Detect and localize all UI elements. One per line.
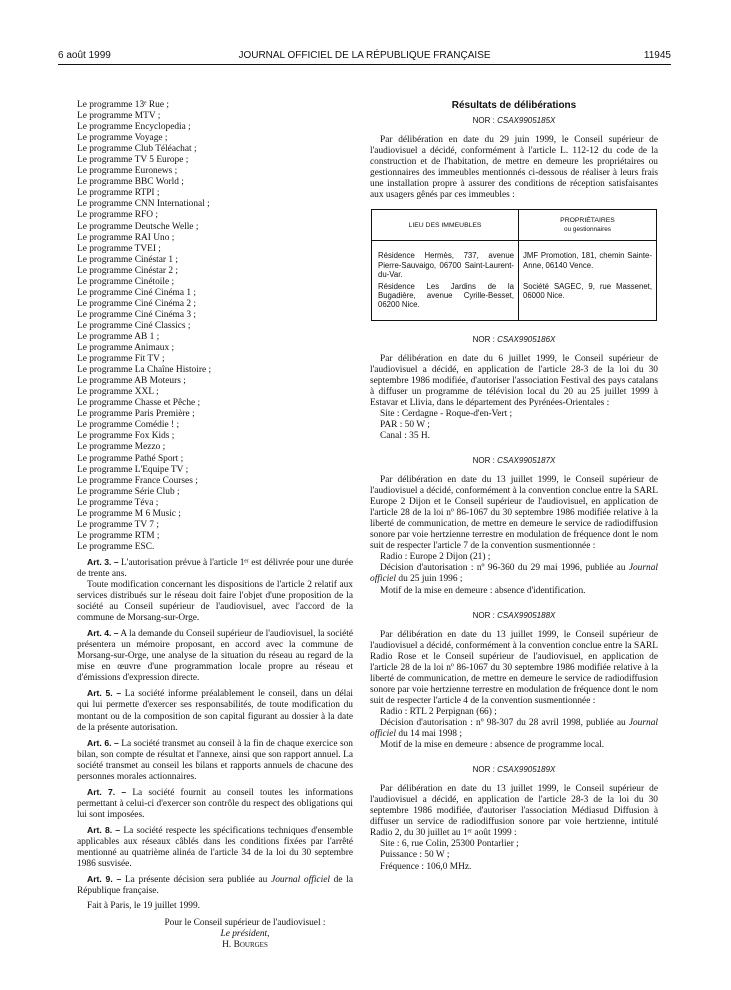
table-cell-lieu: Résidence Les Jardins de la Bugadière, avenue Cyrille-Besset, 06200 Nice. [372,282,519,320]
article-3-paragraph-2: Toute modification concernant les dispositions de l'article 2 relatif aux services distribués sur le réseau doit faire l'objet d'une proposition de la société au Conseil supérieur de l'audiovisuel, avec l'accord de la commune de Morsang-sur-Orge. [77,580,353,624]
col-proprietaires-header [519,210,657,241]
programme-item: Le programme TV 5 Europe ; [77,155,189,166]
nor-5-prefix: NOR : [472,765,495,775]
article-9-label: Art. 9. – [87,874,122,885]
block-5-frequence: Fréquence : 106,0 MHz. [380,861,472,872]
programme-item: Le programme Série Club ; [77,486,180,497]
article-8 [77,825,353,870]
programme-item: Le programme Fit TV ; [77,354,165,365]
nor-3-code: CSAX9905187X [497,456,556,466]
programme-item: Le programme XXL ; [77,387,159,398]
block-3-decision-before: Décision d'autorisation : nº 96-360 du 29 mai 1996, publiée au [380,563,629,574]
nor-1-code: CSAX9905185X [497,116,556,126]
programme-list [77,100,353,553]
journal-title: JOURNAL OFFICIEL DE LA RÉPUBLIQUE FRANÇAISE [238,50,491,61]
programme-item: Le programme La Chaîne Histoire ; [77,365,212,376]
programme-item: Le programme BBC World ; [77,177,184,188]
block-3-journal: Journal officiel [370,563,658,585]
block-4-decision [370,718,658,740]
programme-item: Le programme Animaux ; [77,343,175,354]
article-4-label: Art. 4. – [87,628,119,639]
block-2-text: Par délibération en date du 6 juillet 1999, le Conseil supérieur de l'audiovisuel a décidé, en application de l'article 28-3 de la loi du 30 septembre 1986 modifiée, d'autoriser l'association Festival des pays catalans à diffuser un programme de télévision local du 20 au 25 juillet 1999 à Estavar et Llivia, dans le département des Pyrénées-Orientales : [370,353,658,408]
programme-item: Le programme Fox Kids ; [77,431,175,442]
block-3-decision [370,563,658,585]
nor-3-prefix: NOR : [472,456,495,466]
col-lieu-header: LIEU DES IMMEUBLES [372,210,519,241]
block-3-text: Par délibération en date du 13 juillet 1999, le Conseil supérieur de l'audiovisuel a décidé, conformément à la convention conclue entre la SARL Europe 2 Dijon et le Conseil supérieur de l'audiovisuel, en application de l'article 28 de la loi nº 86-1067 du 30 septembre 1986 modifiée relative à la liberté de communication, de mettre en demeure le service de radiodiffusion sonore par voie hertzienne terrestre en modulation de fréquence dont le nom suit de respecter l'article 7 de la convention susmentionnée : [370,475,658,552]
table-cell-lieu: Résidence Hermès, 737, avenue Pierre-Sauvaigo, 06700 Saint-Laurent-du-Var. [372,241,519,282]
programme-item: Le programme Club Téléachat ; [77,144,197,155]
article-6-text: La société transmet au conseil à la fin de chaque exercice son bilan, son compte de résultat et l'annexe, ainsi que son rapport annuel. La société transmet au conseil les bilans et rapports annuels de chacune des personnes morales actionnaires. [77,738,353,782]
programme-item: Le programme Euronews ; [77,166,178,177]
block-4-journal: Journal officiel [370,718,658,740]
article-5 [77,688,353,733]
programme-item: Le programme 13ᵉ Rue ; [77,100,169,110]
article-8-label: Art. 8. – [87,824,121,835]
header-date: 6 août 1999 [58,50,111,61]
article-7 [77,787,353,821]
programme-item: Le programme Encyclopedia ; [77,122,191,133]
nor-5 [370,764,658,775]
block-5-puissance: Puissance : 50 W ; [380,850,450,861]
block-3-motif: Motif de la mise en demeure : absence d'identification. [380,585,586,596]
programme-item: Le programme Ciné Classics ; [77,320,191,331]
programme-item: Le programme CNN International ; [77,199,210,210]
article-7-text: La société fournit au conseil toutes les informations permettant à celui-ci d'exercer son contrôle du respect des obligations qui lui sont imposées. [77,787,353,820]
block-2-site: Site : Cerdagne - Roque-d'en-Vert ; [380,408,513,419]
block-5-text: Par délibération en date du 13 juillet 1999, le Conseil supérieur de l'audiovisuel a décidé, en application de l'article 28-3 de la loi du 30 septembre 1986 modifiée, d'autoriser l'association Médiasud Diffusion à diffuser un service de radiodiffusion sonore par voie hertzienne, intitulé Radio 2, du 30 juillet au 1ᵉʳ août 1999 : [370,784,658,839]
article-3-label: Art. 3. – [87,556,119,567]
block-1-intro: Par délibération en date du 29 juin 1999, le Conseil supérieur de l'audiovisuel a décidé, conformément à l'article L. 112-12 du code de la construction et de l'habitation, de mettre en demeure les propriétaires ou gestionnaires des immeubles mentionnés ci-dessous de réaliser à leurs frais une installation propre à assurer des conditions de réception satisfaisantes aux usagers gênés par ces immeubles : [370,135,658,201]
block-4-text: Par délibération en date du 13 juillet 1999, le Conseil supérieur de l'audiovisuel a décidé, conformément à la convention conclue entre la SARL Radio Rose et le Conseil supérieur de l'audiovisuel, en application de l'article 28 de la loi nº 86-1067 du 30 septembre 1986 modifiée relative à la liberté de communication, de mettre en demeure le service de radiodiffusion sonore par voie hertzienne terrestre en modulation de fréquence dont le nom suit de respecter l'article 4 de la convention susmentionnée : [370,629,658,706]
article-4-text: A la demande du Conseil supérieur de l'audiovisuel, la société présentera un mémoire proposant, en accord avec la commune de Morsang-sur-Orge, une analyse de la situation du réseau au regard de la mise en œuvre d'une programmation locale propre au réseau et d'émissions d'expression directe. [77,629,353,684]
programme-item: Le programme Ciné Cinéma 3 ; [77,309,196,320]
programme-item: Le programme ESC. [77,541,155,552]
programme-item: Le programme Comédie ! ; [77,420,180,431]
gestionnaires-label: ou gestionnaires [564,226,611,234]
programme-item: Le programme Cinéstar 2 ; [77,265,179,276]
article-5-text: La société informe préalablement le conseil, dans un délai qui lui permette d'exercer ses responsabilités, de toute modification du montant ou de la composition de son capital figurant au dossier à la date de la présente autorisation. [77,689,353,733]
nor-5-code: CSAX9905189X [497,765,556,775]
programme-item: Le programme Pathé Sport ; [77,453,184,464]
table-cell-proprietaire: JMF Promotion, 181, chemin Sainte-Anne, 06140 Vence. [523,251,652,270]
article-7-label: Art. 7. – [87,786,127,797]
programme-item: Le programme L'Equipe TV ; [77,464,189,475]
nor-4 [370,610,658,621]
article-9-text-after: de la République française. [77,875,353,897]
nor-1 [370,115,658,126]
block-2-par: PAR : 50 W ; [380,419,430,430]
block-3-radio: Radio : Europe 2 Dijon (21) ; [380,552,491,563]
nor-2 [370,334,658,345]
block-4-decision-after: du 14 mai 1998 ; [396,729,462,740]
article-5-label: Art. 5. – [87,688,122,699]
programme-item: Le programme Deutsche Welle ; [77,221,199,232]
page-header [58,50,671,65]
programme-item: Le programme TV 7 ; [77,519,159,530]
nor-2-code: CSAX9905186X [497,334,556,344]
programme-item: Le programme Mezzo ; [77,442,166,453]
section-title: Résultats de délibérations [451,100,577,111]
programme-item: Le programme Chasse et Pêche ; [77,398,201,409]
proprietaires-label: PROPRIÉTAIRES [560,217,615,225]
article-4 [77,628,353,684]
block-3-decision-after: du 25 juin 1996 ; [396,574,463,585]
programme-item: Le programme AB 1 ; [77,331,160,342]
programme-item: Le programme Cinétoile ; [77,276,175,287]
programme-item: Le programme RAI Uno ; [77,232,175,243]
signature-block [77,918,353,951]
article-6-label: Art. 6. – [87,737,119,748]
article-9-journal: Journal officiel [271,875,330,886]
programme-item: Le programme TVEI ; [77,243,161,254]
immeubles-table [371,209,657,320]
programme-item: Le programme Ciné Cinéma 2 ; [77,298,196,309]
block-4-radio: Radio : RTL 2 Perpignan (66) ; [380,706,497,717]
article-9-text-before: La présente décision sera publiée au [121,875,272,886]
programme-item: Le programme Téva ; [77,497,159,508]
table-row [372,241,657,282]
nor-3 [370,455,658,466]
programme-item: Le programme RTM ; [77,530,160,541]
programme-item: Le programme Ciné Cinéma 1 ; [77,287,196,298]
article-8-text: La société respecte les spécifications techniques d'ensemble applicables aux réseaux câblés dans les conditions fixées par l'arrêté mentionné au quatrième alinéa de l'article 34 de la loi du 30 septembre 1986 susvisée. [77,825,353,870]
article-3-text: L'autorisation prévue à l'article 1ᵉʳ est délivrée pour une durée de trente ans. [77,557,353,579]
signature-for: Pour le Conseil supérieur de l'audiovisuel : [164,918,326,929]
fait-a-paris: Fait à Paris, le 19 juillet 1999. [87,901,201,912]
right-column [370,100,658,873]
nor-1-prefix: NOR : [472,116,495,126]
table-cell-proprietaire: Société SAGEC, 9, rue Massenet, 06000 Nice. [523,281,652,301]
programme-item: Le programme MTV ; [77,111,161,122]
programme-item: Le programme Voyage ; [77,133,168,144]
signature-title: Le président, [220,929,270,940]
programme-item: Le programme RFO ; [77,210,158,221]
signature-name: H. Bourges [222,940,268,951]
article-3 [77,557,353,580]
nor-4-code: CSAX9905188X [497,610,556,620]
page-number: 11945 [643,50,671,61]
nor-2-prefix: NOR : [472,334,495,344]
programme-item: Le programme Paris Première ; [77,409,195,420]
block-4-motif: Motif de la mise en demeure : absence de programme local. [380,740,605,751]
programme-item: Le programme AB Moteurs ; [77,376,186,387]
block-2-canal: Canal : 35 H. [380,430,430,441]
block-5-site: Site : 6, rue Colin, 25300 Pontarlier ; [380,839,519,850]
nor-4-prefix: NOR : [472,610,495,620]
programme-item: Le programme France Courses ; [77,475,198,486]
programme-item: Le programme RTPI ; [77,188,160,199]
article-6 [77,738,353,783]
block-4-decision-before: Décision d'autorisation : nº 98-307 du 28 avril 1998, publiée au [380,718,629,728]
article-9 [77,874,353,897]
left-column [77,100,353,951]
programme-item: Le programme Cinéstar 1 ; [77,254,179,265]
programme-item: Le programme M 6 Music ; [77,508,181,519]
table-row [372,282,657,320]
